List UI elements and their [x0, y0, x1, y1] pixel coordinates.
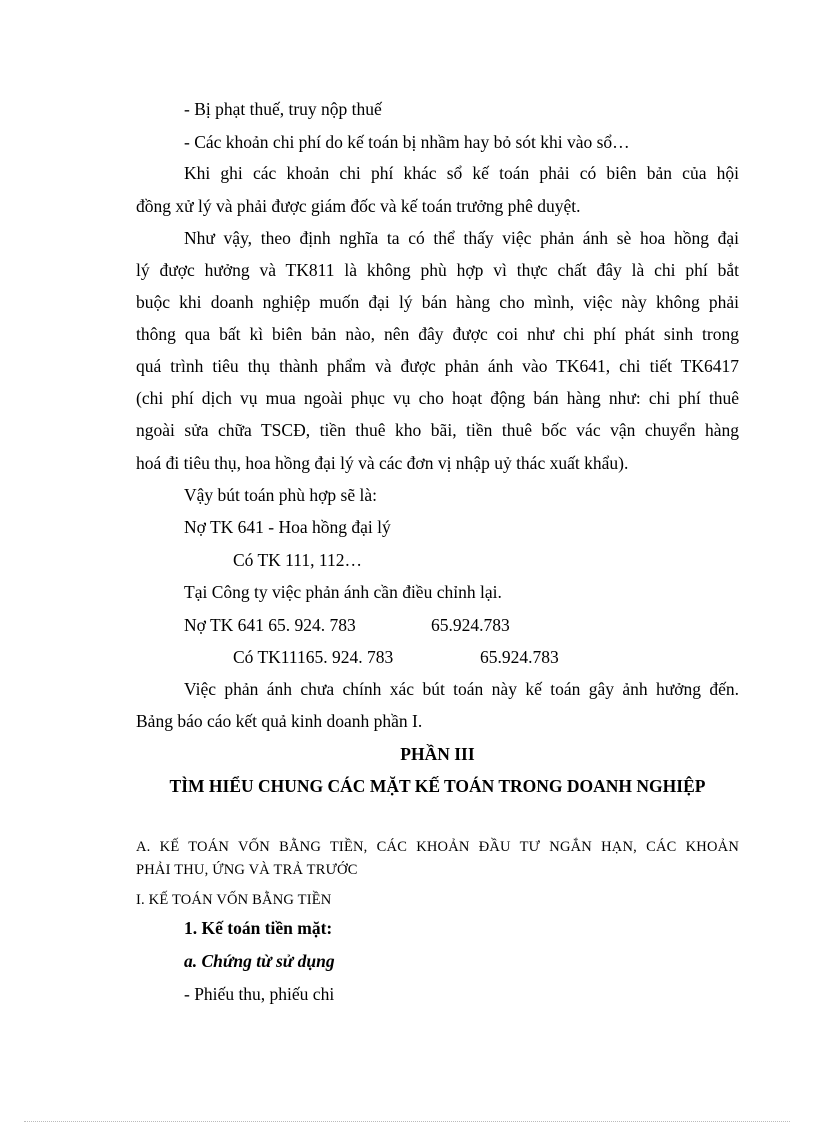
- bullet-tax-penalty: - Bị phạt thuế, truy nộp thuế: [184, 99, 382, 119]
- page-bottom-rule: [24, 1121, 790, 1122]
- journal-debit: Nợ TK 641 - Hoa hồng đại lý: [184, 517, 391, 537]
- paragraph-line: hoá đi tiêu thụ, hoa hồng đại lý và các đơn vị nhập uỷ thác xuất khẩu).: [136, 453, 629, 473]
- paragraph-line: Bảng báo cáo kết quả kinh doanh phần I.: [136, 711, 423, 731]
- paragraph-line: buộc khi doanh nghiệp muốn đại lý bán hàng cho mình, việc này không phải: [136, 292, 739, 312]
- paragraph-line: thông qua bất kì biên bản nào, nên đây được coi như chi phí phát sinh trong: [136, 324, 739, 344]
- subsection-heading: 1. Kế toán tiền mặt:: [184, 918, 333, 938]
- adjust-debit-entry: Nợ TK 641 65. 924. 783: [184, 615, 356, 635]
- list-item: - Phiếu thu, phiếu chi: [184, 984, 335, 1004]
- adjust-debit-amount: 65.924.783: [431, 615, 510, 635]
- part-heading: PHẦN III: [400, 744, 475, 764]
- adjust-credit-amount: 65.924.783: [480, 647, 559, 667]
- adjustment-note: Tại Công ty việc phản ánh cần điều chỉnh lại.: [184, 582, 502, 602]
- paragraph-line: Việc phản ánh chưa chính xác bút toán này kế toán gây ảnh hưởng đến.: [184, 679, 739, 699]
- adjust-credit-entry: Có TK11165. 924. 783: [233, 647, 394, 667]
- paragraph-line: (chi phí dịch vụ mua ngoài phục vụ cho hoạt động bán hàng như: chi phí thuê: [136, 388, 739, 408]
- section-i-heading: I. KẾ TOÁN VỐN BẰNG TIỀN: [136, 892, 332, 908]
- bullet-accounting-errors: - Các khoản chi phí do kế toán bị nhầm hay bỏ sót khi vào sổ…: [184, 132, 630, 152]
- paragraph-line: đồng xử lý và phải được giám đốc và kế toán trưởng phê duyệt.: [136, 196, 581, 216]
- part-title: TÌM HIỂU CHUNG CÁC MẶT KẾ TOÁN TRONG DOANH NGHIỆP: [169, 776, 706, 796]
- journal-intro: Vậy bút toán phù hợp sẽ là:: [184, 485, 377, 505]
- journal-credit: Có TK 111, 112…: [233, 550, 362, 570]
- paragraph-line: lý được hưởng và TK811 là không phù hợp vì thực chất đây là chi phí bắt: [136, 260, 739, 280]
- paragraph-line: quá trình tiêu thụ thành phẩm và được phản ánh vào TK641, chi tiết TK6417: [136, 356, 739, 376]
- section-a-heading-cont: PHẢI THU, ỨNG VÀ TRẢ TRƯỚC: [136, 862, 358, 878]
- paragraph-line: Khi ghi các khoản chi phí khác sổ kế toán phải có biên bản của hội: [184, 163, 739, 183]
- paragraph-line: ngoài sửa chữa TSCĐ, tiền thuê kho bãi, tiền thuê bốc vác vận chuyển hàng: [136, 420, 739, 440]
- section-a-heading: A. KẾ TOÁN VỐN BẰNG TIỀN, CÁC KHOẢN ĐẦU TƯ NGẮN HẠN, CÁC KHOẢN: [136, 839, 739, 855]
- subsubsection-heading: a. Chứng từ sử dụng: [184, 951, 335, 971]
- paragraph-line: Như vậy, theo định nghĩa ta có thể thấy việc phản ánh sè hoa hồng đại: [184, 228, 739, 248]
